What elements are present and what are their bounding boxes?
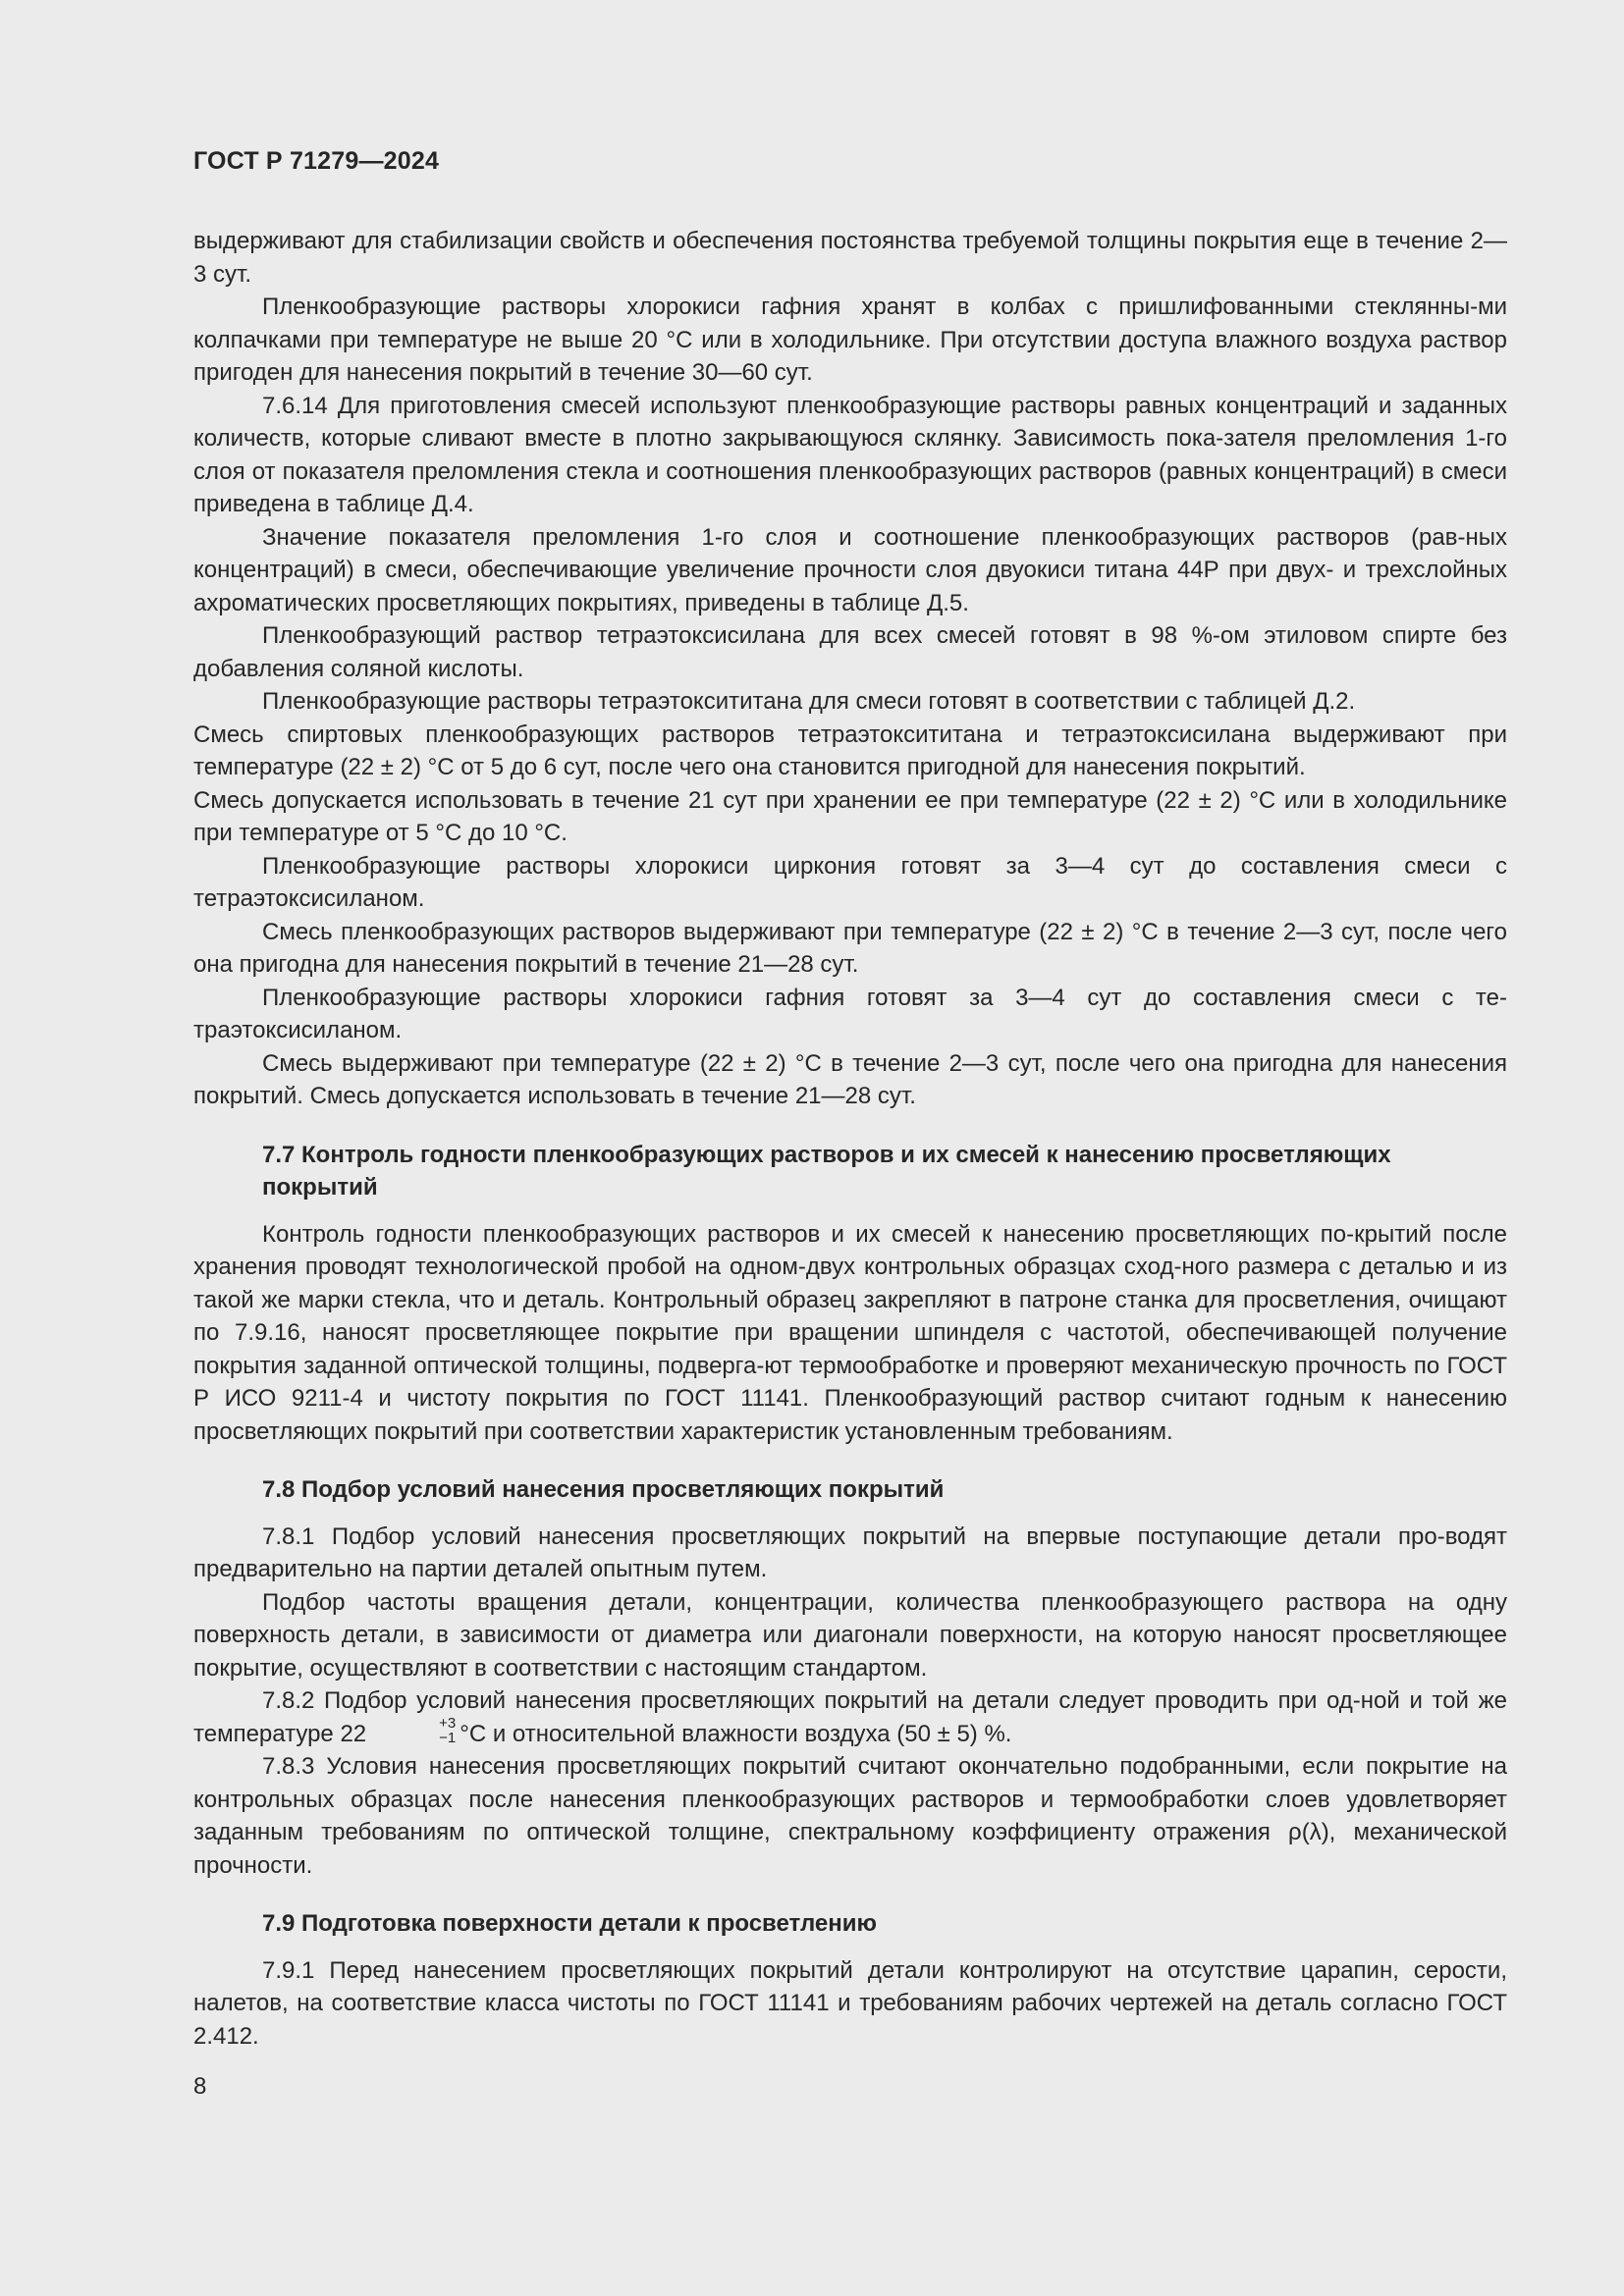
text-run: 7.8.2 Подбор условий нанесения просветляющих покрытий на детали следует проводить при од-ной и той же температуре 22 [193,1687,1507,1747]
paragraph: Смесь пленкообразующих растворов выдерживают при температуре (22 ± 2) °С в течение 2—3 сут, после чего она пригодна для нанесения покрытий в течение 21—28 сут. [193,918,1507,978]
paragraph: Смесь спиртовых пленкообразующих растворов тетраэтоксититана и тетраэтоксисилана выдерживают при температуре (22 ± 2) °С от 5 до 6 сут, после чего она становится пригодной для нанесения покрытий. [193,721,1507,780]
paragraph: Смесь выдерживают при температуре (22 ± 2) °С в течение 2—3 сут, после чего она пригодна для нанесения покрытий. Смесь допускается использовать в течение 21—28 сут. [193,1049,1507,1109]
page-number: 8 [193,2073,207,2100]
paragraph: Смесь допускается использовать в течение 21 сут при хранении ее при температуре (22 ± 2) °С или в холодильнике при температуре от 5 °С до 10 °С. [193,786,1507,846]
tolerance-lower: −1 [439,1730,457,1747]
section-heading: 7.9 Подготовка поверхности детали к просветлению [262,1910,877,1937]
paragraph: Пленкообразующие растворы тетраэтоксититана для смеси готовят в соответствии с таблицей Д.2. [262,688,1356,715]
paragraph: Контроль годности пленкообразующих растворов и их смесей к нанесению просветляющих по-крытий после хранения проводят технологической пробой на одном-двух контрольных образцах сход-ного размера с деталью и из такой же марки стекла, что и деталь. Контрольный образец закрепляют в патроне станка для просветления, очищают по 7.9.16, наносят просветляющее покрытие при вращении шпинделя с частотой, обеспечивающей получение покрытия заданной оптической толщины, подверга-ют термообработке и проверяют механическую прочность по ГОСТ Р ИСО 9211-4 и чистоту покрытия по ГОСТ 11141. Пленкообразующий раствор считают годным к нанесению просветляющих покрытий при соответствии характеристик установленным требованиям. [193,1220,1507,1445]
paragraph: Значение показателя преломления 1-го слоя и соотношение пленкообразующих растворов (рав-ных концентраций) в смеси, обеспечивающие увеличение прочности слоя двуокиси титана 44Р при двух- и трехслойных ахроматических просветляющих покрытиях, приведены в таблице Д.5. [193,523,1507,616]
section-heading: 7.7 Контроль годности пленкообразующих растворов и их смесей к нанесению просветляющих покрытий [262,1141,1391,1201]
paragraph: выдерживают для стабилизации свойств и обеспечения постоянства требуемой толщины покрытия еще в течение 2—3 сут. [193,228,1507,288]
paragraph: 7.8.1 Подбор условий нанесения просветляющих покрытий на впервые поступающие детали про-водят предварительно на партии деталей опытным путем. [193,1522,1507,1582]
paragraph-with-tolerance [193,1684,1507,1750]
page-content [193,225,1507,2053]
paragraph: Пленкообразующие растворы хлорокиси гафния готовят за 3—4 сут до составления смеси с те-траэтоксисиланом. [193,984,1507,1043]
temperature-tolerance [370,1716,456,1745]
paragraph: 7.9.1 Перед нанесением просветляющих покрытий детали контролируют на отсутствие царапин, серости, налетов, на соответствие класса чистоты по ГОСТ 11141 и требованиям рабочих чертежей на деталь согласно ГОСТ 2.412. [193,1956,1507,2050]
tolerance-upper: +3 [439,1715,457,1733]
document-header: ГОСТ Р 71279—2024 [193,147,440,175]
text-run: °С и относительной влажности воздуха (50 ± 5) %. [460,1720,1012,1747]
paragraph: Пленкообразующие растворы хлорокиси гафния хранят в колбах с пришлифованными стеклянны-ми колпачками при температуре не выше 20 °С или в холодильнике. При отсутствии доступа влажного воздуха раствор пригоден для нанесения покрытий в течение 30—60 сут. [193,294,1507,386]
paragraph: Пленкообразующие растворы хлорокиси циркония готовят за 3—4 сут до составления смеси с тетраэтоксисиланом. [193,852,1507,912]
paragraph: 7.8.3 Условия нанесения просветляющих покрытий считают окончательно подобранными, если покрытие на контрольных образцах после нанесения пленкообразующих растворов и термообработки слоев удовлетворяет заданным требованиям по оптической толщине, спектральному коэффициенту отражения ρ(λ), механической прочности. [193,1753,1507,1879]
paragraph: 7.6.14 Для приготовления смесей используют пленкообразующие растворы равных концентраций и заданных количеств, которые сливают вместе в плотно закрывающуюся склянку. Зависимость пока-зателя преломления 1-го слоя от показателя преломления стекла и соотношения пленкообразующих растворов (равных концентраций) в смеси приведена в таблице Д.4. [193,392,1507,517]
section-heading: 7.8 Подбор условий нанесения просветляющих покрытий [262,1476,945,1503]
paragraph: Пленкообразующий раствор тетраэтоксисилана для всех смесей готовят в 98 %-ом этиловом спирте без добавления соляной кислоты. [193,622,1507,682]
paragraph: Подбор частоты вращения детали, концентрации, количества пленкообразующего раствора на одну поверхность детали, в зависимости от диаметра или диагонали поверхности, на которую наносят просветляющее покрытие, осуществляют в соответствии с настоящим стандартом. [193,1588,1507,1682]
